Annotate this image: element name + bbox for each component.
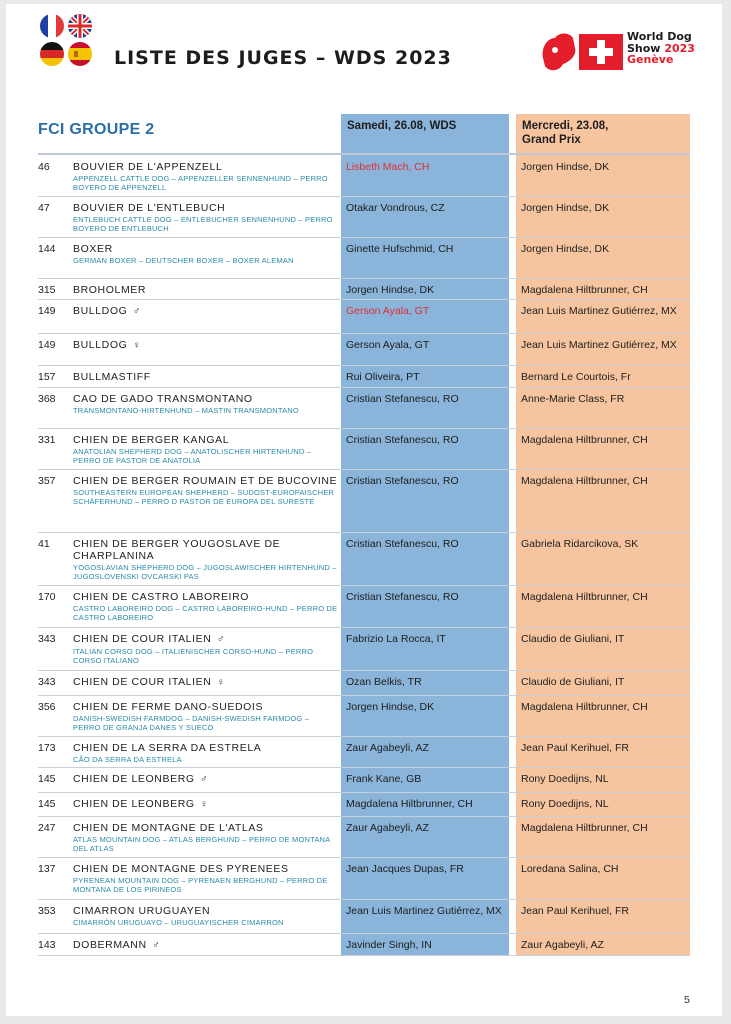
- breed-number: 353: [38, 905, 56, 917]
- grand-prix-judge: Rony Doedijns, NL: [521, 798, 609, 810]
- grand-prix-judge: Jean Luis Martinez Gutiérrez, MX: [521, 305, 677, 317]
- breed-number: 315: [38, 284, 56, 296]
- breed-cell: [73, 339, 338, 352]
- table-row: [38, 793, 690, 817]
- page-title: LISTE DES JUGES – WDS 2023: [114, 47, 452, 69]
- table-row: [38, 279, 690, 300]
- breed-translations: ITALIAN CORSO DOG – ITALIENISCHER CORSO-HUND – PERRO CORSO ITALIANO: [73, 647, 314, 665]
- fr-flag-icon[interactable]: [40, 14, 64, 38]
- table-row: [38, 817, 690, 858]
- wds-judge: Fabrizio La Rocca, IT: [346, 633, 446, 645]
- breed-cell: [73, 243, 338, 265]
- breed-cell: [73, 773, 338, 786]
- wds-judge: Jean Jacques Dupas, FR: [346, 863, 464, 875]
- table-row: [38, 737, 690, 768]
- breed-number: 149: [38, 305, 56, 317]
- grand-prix-judge: Claudio de Giuliani, IT: [521, 676, 625, 688]
- wds-judge: Cristian Stefanescu, RO: [346, 591, 459, 603]
- breed-number: 46: [38, 161, 50, 173]
- breed-translations: ENTLEBUCH CATTLE DOG – ENTLEBUCHER SENNENHUND – PERRO BOYERO DE ENTLEBUCH: [73, 215, 333, 233]
- table-row: [38, 900, 690, 934]
- breed-cell: [73, 161, 338, 192]
- breed-number: 170: [38, 591, 56, 603]
- grand-prix-judge: Magdalena Hiltbrunner, CH: [521, 284, 648, 296]
- breed-cell: [73, 284, 338, 296]
- table-row: [38, 934, 690, 956]
- es-flag-icon[interactable]: [68, 42, 92, 66]
- breed-number: 343: [38, 633, 56, 645]
- female-symbol-icon: ♀: [216, 677, 226, 688]
- wds-judge: Rui Oliveira, PT: [346, 371, 420, 383]
- table-row: [38, 628, 690, 671]
- breed-translations: CASTRO LABOREIRO DOG – CASTRO LABOREIRO-HUND – PERRO DE CASTRO LABOREIRO: [73, 604, 338, 622]
- dog-logo-icon: [539, 28, 625, 76]
- table-row: [38, 388, 690, 429]
- de-flag-icon[interactable]: [40, 42, 64, 66]
- wds-judge: Zaur Agabeyli, AZ: [346, 742, 429, 754]
- breed-name: BULLDOG: [73, 305, 128, 317]
- breed-translations: GERMAN BOXER – DEUTSCHER BOXER – BOXER ALEMAN: [73, 256, 294, 265]
- wds-judge: Gerson Ayala, GT: [346, 339, 430, 351]
- grand-prix-judge: Anne-Marie Class, FR: [521, 393, 625, 405]
- breed-cell: [73, 939, 338, 952]
- male-symbol-icon: ♂: [200, 774, 209, 785]
- breed-name: BOUVIER DE L'APPENZELL: [73, 161, 223, 173]
- female-symbol-icon: ♀: [200, 799, 209, 810]
- table-row: [38, 238, 690, 279]
- group-title: FCI GROUPE 2: [38, 121, 155, 138]
- table-row: [38, 533, 690, 586]
- breed-name: BULLMASTIFF: [73, 371, 151, 383]
- breed-name: CHIEN DE BERGER KANGAL: [73, 434, 230, 446]
- breed-number: 356: [38, 701, 56, 713]
- table-row: [38, 156, 690, 197]
- grand-prix-judge: Magdalena Hiltbrunner, CH: [521, 434, 648, 446]
- grand-prix-judge: Jorgen Hindse, DK: [521, 161, 610, 173]
- breed-name: CHIEN DE LA SERRA DA ESTRELA: [73, 742, 262, 754]
- logo-line2: Show: [627, 41, 661, 55]
- wds-judge: Cristian Stefanescu, RO: [346, 434, 459, 446]
- breed-name: CHIEN DE CASTRO LABOREIRO: [73, 591, 250, 603]
- breed-cell: [73, 798, 338, 811]
- breed-name: BROHOLMER: [73, 284, 147, 296]
- breed-translations: CIMARRÓN URUGUAYO – URUGUAYISCHER CIMARRON: [73, 918, 284, 927]
- grand-prix-judge: Jean Paul Kerihuel, FR: [521, 742, 629, 754]
- male-symbol-icon: ♂: [216, 634, 226, 645]
- table-row: [38, 768, 690, 793]
- breed-name: BULLDOG: [73, 339, 128, 351]
- female-symbol-icon: ♀: [132, 340, 142, 351]
- table-row: [38, 696, 690, 737]
- breed-name: CHIEN DE MONTAGNE DES PYRENEES: [73, 863, 289, 875]
- wds-judge: Cristian Stefanescu, RO: [346, 393, 459, 405]
- breed-cell: [73, 305, 338, 318]
- breed-cell: [73, 538, 338, 581]
- logo-city: Genève: [627, 53, 674, 66]
- grand-prix-judge: Jean Paul Kerihuel, FR: [521, 905, 629, 917]
- breed-number: 145: [38, 798, 56, 810]
- wds-judge: Lisbeth Mach, CH: [346, 161, 430, 173]
- uk-flag-icon[interactable]: [68, 14, 92, 38]
- wds-column-header: Samedi, 26.08, WDS: [347, 120, 457, 132]
- male-symbol-icon: ♂: [152, 940, 161, 951]
- grand-prix-judge: Bernard Le Courtois, Fr: [521, 371, 631, 383]
- breed-name: CHIEN DE COUR ITALIEN: [73, 676, 212, 688]
- breed-number: 331: [38, 434, 56, 446]
- breed-name: CAO DE GADO TRANSMONTANO: [73, 393, 253, 405]
- table-row: [38, 197, 690, 238]
- breed-cell: [73, 742, 338, 764]
- breed-cell: [73, 633, 338, 665]
- breed-name: CHIEN DE MONTAGNE DE L'ATLAS: [73, 822, 264, 834]
- breed-number: 368: [38, 393, 56, 405]
- logo-year: 2023: [664, 41, 695, 55]
- breed-cell: [73, 822, 338, 853]
- grand-prix-judge: Jean Luis Martinez Gutiérrez, MX: [521, 339, 677, 351]
- breed-translations: ANATOLIAN SHEPHERD DOG – ANATOLISCHER HIRTENHUND – PERRO DE PASTOR DE ANATOLIA: [73, 447, 312, 465]
- wds-judge: Ginette Hufschmid, CH: [346, 243, 454, 255]
- wds-judge: Frank Kane, GB: [346, 773, 422, 785]
- breed-translations: TRANSMONTANO-HIRTENHUND – MASTIN TRANSMONTANO: [73, 406, 299, 415]
- breed-number: 137: [38, 863, 56, 875]
- wds-judge: Jorgen Hindse, DK: [346, 701, 435, 713]
- breed-cell: [73, 202, 338, 233]
- grand-prix-judge: Magdalena Hiltbrunner, CH: [521, 591, 648, 603]
- breed-translations: APPENZELL CATTLE DOG – APPENZELLER SENNENHUND – PERRO BOYERO DE APPENZELL: [73, 174, 328, 192]
- breed-number: 173: [38, 742, 56, 754]
- grand-prix-judge: Zaur Agabeyli, AZ: [521, 939, 604, 951]
- breed-number: 357: [38, 475, 56, 487]
- wds-judge: Gerson Ayala, GT: [346, 305, 430, 317]
- breed-number: 143: [38, 939, 56, 951]
- breed-cell: [73, 475, 338, 506]
- grand-prix-judge: Gabriela Ridarcikova, SK: [521, 538, 639, 550]
- breed-translations: SOUTHEASTERN EUROPEAN SHEPHERD – SUDOST-EUROPAISCHER SCHÄFERHUND – PERRO D PASTOR DE EUROPA DEL SURESTE: [73, 488, 335, 506]
- grand-prix-column-header: [522, 119, 608, 147]
- breed-name: DOBERMANN: [73, 939, 147, 951]
- breed-translations: YOGOSLAVIAN SHEPHERD DOG – JUGOSLAWISCHER HIRTENHUND – JUGOSLOVENSKI OVCARSKI PAS: [73, 563, 337, 581]
- grand-prix-judge: Rony Doedijns, NL: [521, 773, 609, 785]
- grand-prix-judge: Magdalena Hiltbrunner, CH: [521, 701, 648, 713]
- grand-prix-header-line2: Grand Prix: [522, 134, 581, 146]
- breed-number: 247: [38, 822, 56, 834]
- table-row: [38, 429, 690, 470]
- breed-number: 144: [38, 243, 56, 255]
- logo-line1: World Dog: [627, 30, 692, 43]
- breed-translations: PYRENEAN MOUNTAIN DOG – PYRENAEN BERGHUND – PERRO DE MONTANA DE LOS PIRINEOS: [73, 876, 328, 894]
- grand-prix-judge: Jorgen Hindse, DK: [521, 243, 610, 255]
- table-row: [38, 586, 690, 628]
- breed-name: CHIEN DE LEONBERG: [73, 773, 195, 785]
- wds-logo: [539, 28, 699, 76]
- wds-judge: Zaur Agabeyli, AZ: [346, 822, 429, 834]
- breed-name: CHIEN DE BERGER ROUMAIN ET DE BUCOVINE: [73, 475, 338, 487]
- wds-judge: Ozan Belkis, TR: [346, 676, 422, 688]
- table-row: [38, 671, 690, 696]
- wds-judge: Magdalena Hiltbrunner, CH: [346, 798, 473, 810]
- breed-cell: [73, 863, 338, 894]
- wds-judge: Otakar Vondrous, CZ: [346, 202, 445, 214]
- breed-number: 47: [38, 202, 50, 214]
- breed-cell: [73, 701, 338, 732]
- breed-name: BOUVIER DE L'ENTLEBUCH: [73, 202, 226, 214]
- grand-prix-judge: Magdalena Hiltbrunner, CH: [521, 475, 648, 487]
- table-row: [38, 366, 690, 388]
- wds-judge: Jean Luis Martinez Gutiérrez, MX: [346, 905, 502, 917]
- breed-number: 157: [38, 371, 56, 383]
- grand-prix-header-line1: Mercredi, 23.08,: [522, 120, 609, 132]
- breed-translations: CÃO DA SERRA DA ESTRELA: [73, 755, 182, 764]
- grand-prix-judge: Magdalena Hiltbrunner, CH: [521, 822, 648, 834]
- table-row: [38, 470, 690, 533]
- breed-translations: DANISH-SWEDISH FARMDOG – DANISH-SWEDISH FARMDOG – PERRO DE GRANJA DANES Y SUECO: [73, 714, 310, 732]
- male-symbol-icon: ♂: [132, 306, 142, 317]
- breed-cell: [73, 676, 338, 689]
- document-page: [6, 4, 722, 1016]
- header-divider: [38, 153, 690, 155]
- breed-cell: [73, 434, 338, 465]
- page-number: 5: [684, 994, 690, 1006]
- table-row: [38, 334, 690, 366]
- breed-cell: [73, 905, 338, 927]
- breed-name: BOXER: [73, 243, 113, 255]
- breed-number: 145: [38, 773, 56, 785]
- wds-judge: Javinder Singh, IN: [346, 939, 432, 951]
- breed-name: CHIEN DE LEONBERG: [73, 798, 195, 810]
- table-row: [38, 858, 690, 900]
- breed-cell: [73, 591, 338, 622]
- table-row: [38, 300, 690, 334]
- grand-prix-judge: Jorgen Hindse, DK: [521, 202, 610, 214]
- breed-name: CHIEN DE BERGER YOUGOSLAVE DE CHARPLANINA: [73, 538, 281, 562]
- wds-judge: Cristian Stefanescu, RO: [346, 538, 459, 550]
- breed-translations: ATLAS MOUNTAIN DOG – ATLAS BERGHUND – PERRO DE MONTANA DEL ATLAS: [73, 835, 330, 853]
- breed-cell: [73, 371, 338, 383]
- breed-name: CHIEN DE COUR ITALIEN: [73, 633, 212, 645]
- breed-number: 149: [38, 339, 56, 351]
- language-flags: [40, 14, 100, 66]
- breed-name: CHIEN DE FERME DANO-SUEDOIS: [73, 701, 264, 713]
- logo-text: [627, 31, 695, 66]
- wds-judge: Jorgen Hindse, DK: [346, 284, 435, 296]
- wds-judge: Cristian Stefanescu, RO: [346, 475, 459, 487]
- breed-cell: [73, 393, 338, 415]
- grand-prix-judge: Claudio de Giuliani, IT: [521, 633, 625, 645]
- breed-number: 343: [38, 676, 56, 688]
- breed-name: CIMARRON URUGUAYEN: [73, 905, 211, 917]
- grand-prix-judge: Loredana Salina, CH: [521, 863, 619, 875]
- breed-number: 41: [38, 538, 50, 550]
